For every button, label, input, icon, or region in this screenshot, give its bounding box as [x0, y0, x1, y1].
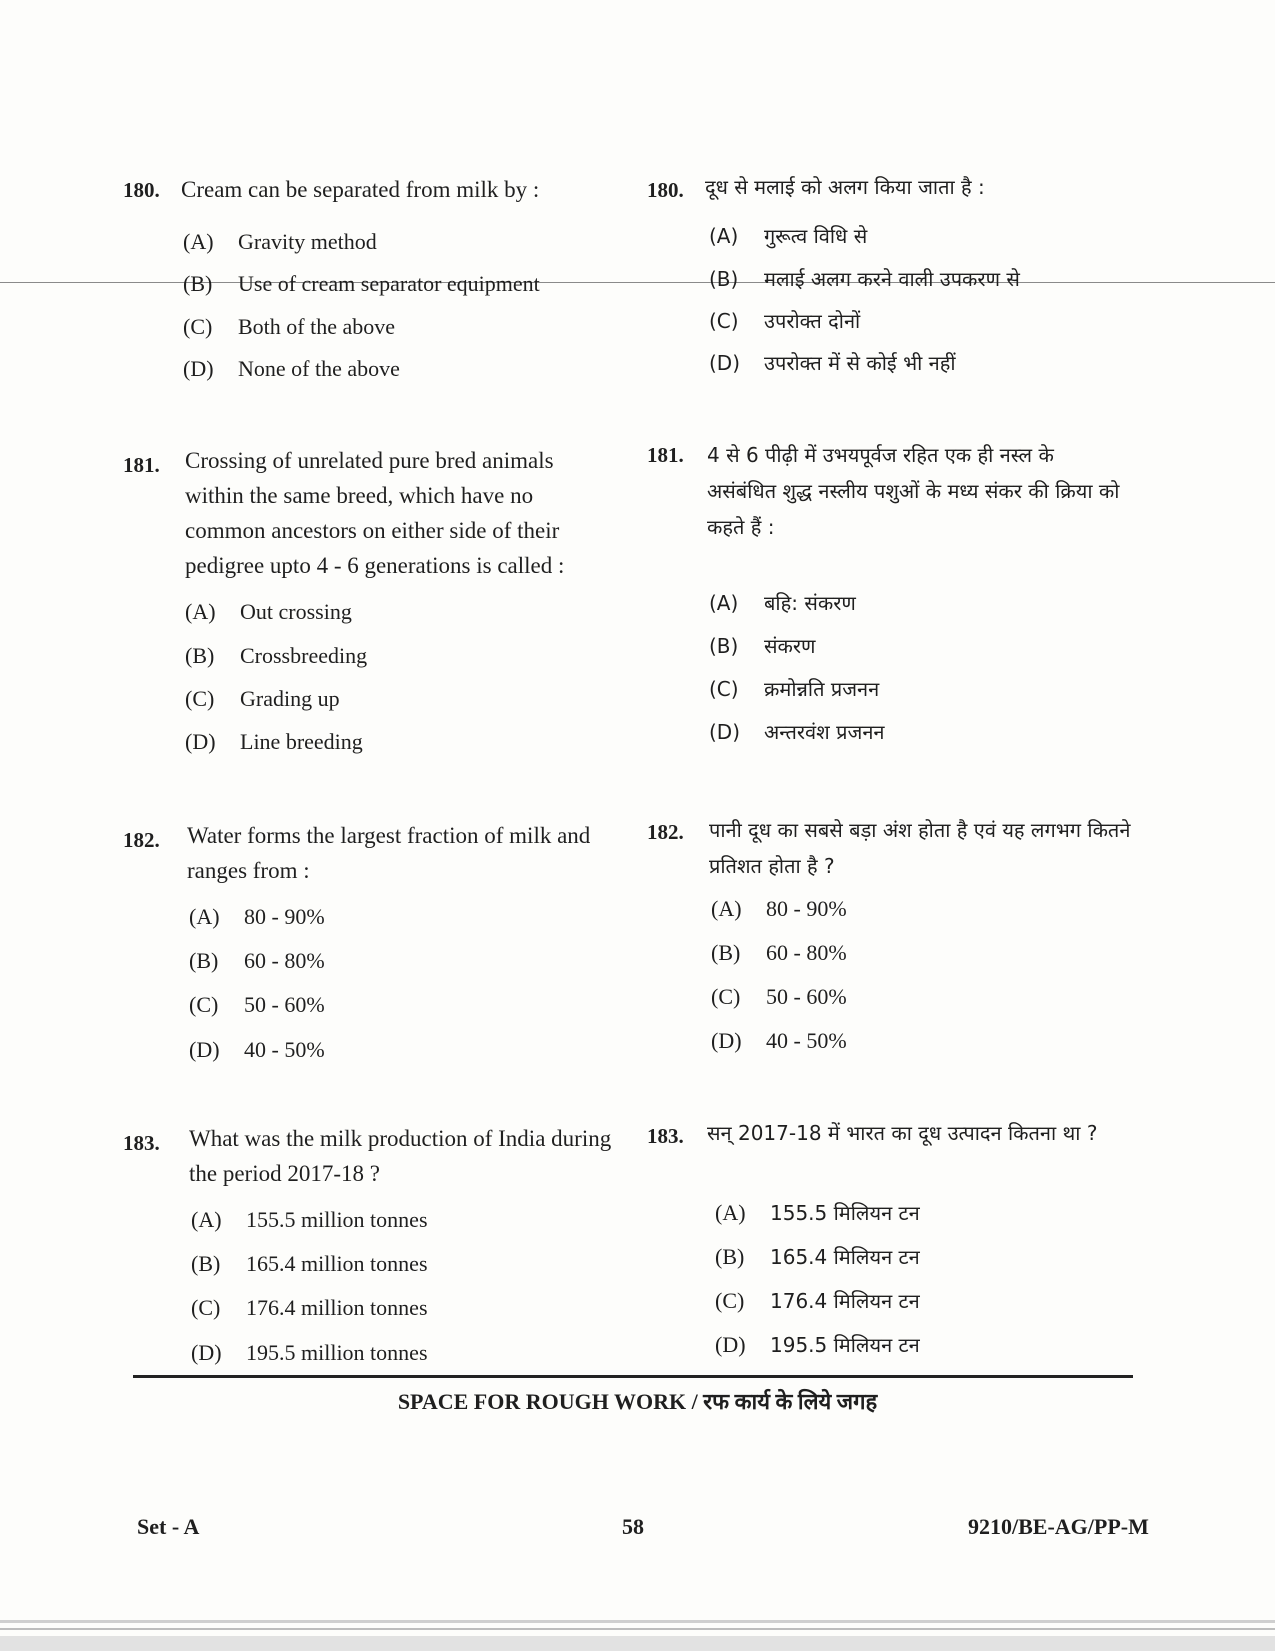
option-b: (B) 60 - 80%	[189, 948, 325, 973]
question-text: Water forms the largest fraction of milk and ranges from :	[187, 823, 591, 883]
question-text: पानी दूध का सबसे बड़ा अंश होता है एवं यह लगभग कितने प्रतिशत होता है ?	[709, 818, 1131, 878]
question-number: 181.	[123, 453, 160, 477]
question-number: 183.	[123, 1131, 160, 1155]
option-d: (D) 40 - 50%	[189, 1037, 325, 1062]
scan-edge-bar	[0, 1628, 1275, 1630]
option-c: (C) Grading up	[185, 686, 340, 711]
question-text: Cream can be separated from milk by :	[181, 177, 540, 202]
option-b: (B) 60 - 80%	[711, 940, 847, 965]
option-a: (A) 155.5 million tonnes	[191, 1207, 428, 1232]
question-text: 4 से 6 पीढ़ी में उभयपूर्वज रहित एक ही नस्ल के असंबंधित शुद्ध नस्लीय पशुओं के मध्य संकर की क्रिया को कहते हैं :	[707, 443, 1120, 539]
option-c: (C) 50 - 60%	[189, 992, 325, 1017]
rough-work-divider	[133, 1375, 1133, 1378]
option-a: (A) बहि: संकरण	[709, 591, 856, 615]
option-a: (A) गुरूत्व विधि से	[709, 224, 868, 248]
option-a: (A) 80 - 90%	[711, 896, 847, 921]
option-c: (C) क्रमोन्नति प्रजनन	[709, 677, 880, 701]
question-text: सन् 2017-18 में भारत का दूध उत्पादन कितना था ?	[707, 1121, 1098, 1145]
option-d: (D) Line breeding	[185, 729, 363, 754]
option-a: (A) Out crossing	[185, 599, 352, 624]
option-b: (B) संकरण	[709, 634, 816, 658]
question-number: 183.	[647, 1124, 684, 1148]
option-b: (B) 165.4 मिलियन टन	[715, 1244, 920, 1269]
scan-edge-bar	[0, 1620, 1275, 1623]
scan-edge-bar	[0, 1636, 1275, 1651]
option-a: (A) Gravity method	[183, 229, 377, 254]
question-number: 181.	[647, 443, 684, 467]
question-number: 182.	[647, 820, 684, 844]
option-c: (C) 50 - 60%	[711, 984, 847, 1009]
option-d: (D) 40 - 50%	[711, 1028, 847, 1053]
option-c: (C) उपरोक्त दोनों	[709, 309, 861, 333]
paper-code: 9210/BE-AG/PP-M	[968, 1514, 1149, 1539]
option-d: (D) None of the above	[183, 356, 400, 381]
option-a: (A) 155.5 मिलियन टन	[715, 1200, 920, 1225]
option-c: (C) 176.4 मिलियन टन	[715, 1288, 920, 1313]
question-number: 180.	[647, 178, 684, 202]
question-number: 182.	[123, 828, 160, 852]
option-b: (B) Use of cream separator equipment	[183, 271, 540, 296]
option-d: (D) 195.5 मिलियन टन	[715, 1332, 920, 1357]
option-d: (D) 195.5 million tonnes	[191, 1340, 428, 1365]
option-b: (B) Crossbreeding	[185, 643, 368, 668]
option-c: (C) Both of the above	[183, 314, 396, 339]
question-text: Crossing of unrelated pure bred animals within the same breed, which have no common ancestors on either side of their pedigree upto 4 - 6 generations is called :	[185, 448, 565, 578]
question-text: दूध से मलाई को अलग किया जाता है :	[705, 175, 985, 199]
option-d: (D) अन्तरवंश प्रजनन	[709, 720, 885, 744]
question-number: 180.	[123, 178, 160, 202]
option-a: (A) 80 - 90%	[189, 904, 325, 929]
option-b: (B) 165.4 million tonnes	[191, 1251, 428, 1276]
question-text: What was the milk production of India during the period 2017-18 ?	[189, 1126, 612, 1186]
set-label: Set - A	[137, 1514, 200, 1539]
rough-work-heading: SPACE FOR ROUGH WORK / रफ कार्य के लिये जगह	[397, 1389, 878, 1414]
option-b: (B) मलाई अलग करने वाली उपकरण से	[709, 267, 1020, 291]
option-d: (D) उपरोक्त में से कोई भी नहीं	[709, 351, 956, 375]
page-number: 58	[622, 1514, 644, 1539]
option-c: (C) 176.4 million tonnes	[191, 1295, 428, 1320]
